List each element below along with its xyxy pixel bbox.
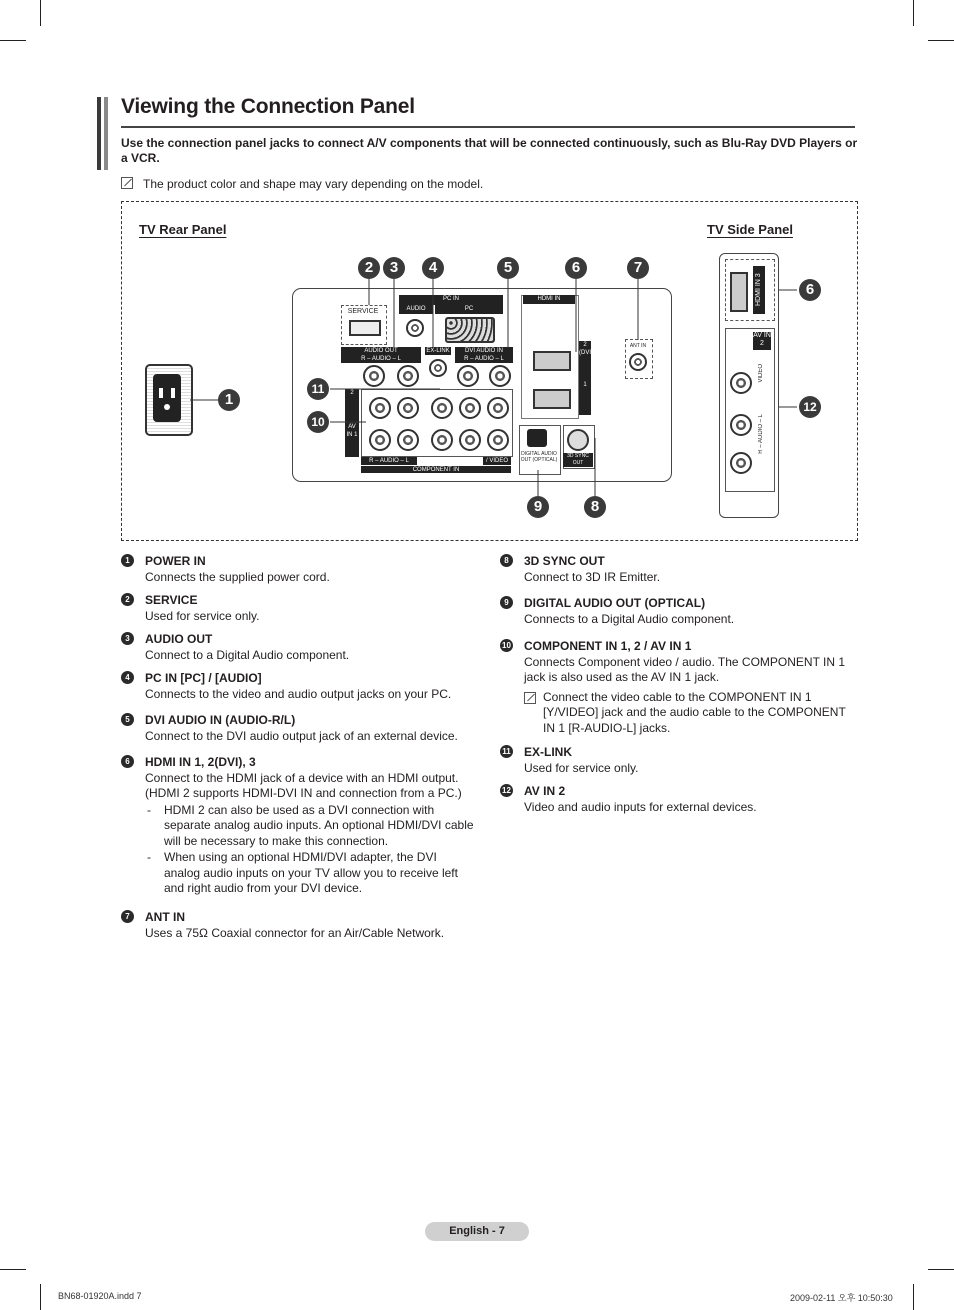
hdmi-2-label: 2 (DVI) bbox=[579, 341, 591, 381]
digital-audio-out-label: DIGITAL AUDIO OUT (OPTICAL) bbox=[520, 451, 558, 463]
item-text: Video and audio inputs for external devices. bbox=[524, 799, 757, 814]
list-item bbox=[125, 910, 485, 941]
callout-7: 7 bbox=[627, 257, 649, 279]
item-title: AV IN 2 bbox=[524, 784, 566, 798]
item-number: 2 bbox=[121, 593, 134, 606]
crop-mark bbox=[928, 1269, 954, 1270]
component-2-label: 2 bbox=[345, 389, 359, 423]
item-note bbox=[524, 690, 859, 737]
page-title: Viewing the Connection Panel bbox=[121, 95, 415, 118]
item-text: Connects to the video and audio output jacks on your PC. bbox=[145, 686, 452, 701]
audio-out-label: AUDIO OUT bbox=[341, 347, 421, 355]
list-item bbox=[125, 554, 485, 585]
hdmi-in-label: HDMI IN bbox=[523, 295, 575, 304]
callout-4: 4 bbox=[422, 257, 444, 279]
hdmi-1-label: 1 bbox=[579, 381, 591, 415]
hdmi-3-port bbox=[730, 272, 748, 312]
ant-in-label: ANT IN bbox=[629, 343, 647, 349]
item-number: 3 bbox=[121, 632, 134, 645]
list-item bbox=[125, 593, 485, 624]
item-title: POWER IN bbox=[145, 554, 206, 568]
item-number: 1 bbox=[121, 554, 134, 567]
item-number: 9 bbox=[500, 596, 513, 609]
list-item bbox=[502, 784, 864, 815]
side-panel-label: TV Side Panel bbox=[707, 222, 793, 237]
page-number: English - 7 bbox=[425, 1222, 529, 1241]
item-number: 8 bbox=[500, 554, 513, 567]
item-text: Used for service only. bbox=[145, 608, 260, 623]
callout-1: 1 bbox=[218, 389, 240, 411]
callout-12: 12 bbox=[799, 396, 821, 418]
rear-panel-label: TV Rear Panel bbox=[139, 222, 227, 237]
item-number: 12 bbox=[500, 784, 513, 797]
3d-sync-out-label: 3D SYNC OUT bbox=[563, 453, 593, 467]
dvi-audio-rl-label: R – AUDIO – L bbox=[455, 355, 513, 363]
item-text: Connect to the HDMI jack of a device with an HDMI output. (HDMI 2 supports HDMI-DVI IN and connection from a PC.) bbox=[145, 770, 462, 800]
audio-out-rl-label: R – AUDIO – L bbox=[341, 355, 421, 363]
note-icon bbox=[524, 692, 536, 704]
av-in-2-l-jack bbox=[730, 414, 752, 436]
date-slug: 2009-02-11 오후 10:50:30 bbox=[790, 1293, 893, 1303]
callout-3: 3 bbox=[383, 257, 405, 279]
crop-mark bbox=[40, 1284, 41, 1310]
tv-side-panel bbox=[719, 253, 779, 518]
list-item bbox=[125, 755, 475, 897]
callout-6-side: 6 bbox=[799, 279, 821, 301]
item-number: 10 bbox=[500, 639, 513, 652]
list-item bbox=[502, 745, 864, 776]
component-in-label: COMPONENT IN bbox=[361, 466, 511, 473]
item-number: 11 bbox=[500, 745, 513, 758]
callout-6: 6 bbox=[565, 257, 587, 279]
sub-item: - HDMI 2 can also be used as a DVI connection with separate analog audio inputs. An optional HDMI/DVI cable will be necessary to make this connection. bbox=[145, 803, 475, 850]
av-in-1-label: AV IN 1 bbox=[345, 423, 359, 457]
item-text: Connects the supplied power cord. bbox=[145, 569, 330, 584]
list-item bbox=[125, 713, 485, 744]
item-text: Used for service only. bbox=[524, 760, 639, 775]
av-in-2-video-jack bbox=[730, 372, 752, 394]
callout-9: 9 bbox=[527, 496, 549, 518]
list-item bbox=[125, 671, 485, 702]
av-in-2-label: AV IN 2 bbox=[753, 332, 771, 350]
item-title: ANT IN bbox=[145, 910, 185, 924]
crop-mark bbox=[913, 1284, 914, 1310]
item-title: COMPONENT IN 1, 2 / AV IN 1 bbox=[524, 639, 692, 653]
note-text: The product color and shape may vary depending on the model. bbox=[143, 177, 484, 191]
pc-audio-label: AUDIO bbox=[399, 305, 433, 314]
item-title: 3D SYNC OUT bbox=[524, 554, 605, 568]
ex-link-label: EX-LINK bbox=[426, 348, 450, 354]
item-text: Uses a 75Ω Coaxial connector for an Air/Cable Network. bbox=[145, 925, 445, 940]
item-title: AUDIO OUT bbox=[145, 632, 213, 646]
av-in-2-r-jack bbox=[730, 452, 752, 474]
callout-10: 10 bbox=[307, 411, 329, 433]
item-number: 7 bbox=[121, 910, 134, 923]
item-text: Connects Component video / audio. The COMPONENT IN 1 jack is also used as the AV IN 1 jack. bbox=[524, 654, 846, 684]
item-text: Connect to a Digital Audio component. bbox=[145, 647, 350, 662]
callout-5: 5 bbox=[497, 257, 519, 279]
hdmi-in-3-label: HDMI IN 3 bbox=[753, 266, 765, 314]
item-title: DIGITAL AUDIO OUT (OPTICAL) bbox=[524, 596, 706, 610]
side-video-label: VIDEO bbox=[758, 364, 764, 383]
intro-text: Use the connection panel jacks to connect A/V components that will be connected continuously, such as Blu-Ray DVD Players or a VCR. bbox=[121, 136, 858, 165]
item-title: SERVICE bbox=[145, 593, 198, 607]
list-item bbox=[125, 632, 485, 663]
crop-mark bbox=[0, 1269, 26, 1270]
list-item bbox=[504, 554, 864, 585]
component-video-label: / VIDEO bbox=[483, 457, 511, 465]
item-text: Connects to a Digital Audio component. bbox=[524, 611, 735, 626]
pc-in-label: PC IN bbox=[399, 295, 503, 305]
item-text: Connect to 3D IR Emitter. bbox=[524, 569, 661, 584]
item-title: EX-LINK bbox=[524, 745, 572, 759]
component-audio-label: R – AUDIO – L bbox=[361, 457, 417, 465]
list-item bbox=[502, 639, 859, 736]
item-note-text: Connect the video cable to the COMPONENT IN 1 [Y/VIDEO] jack and the audio cable to the COMPONENT IN 1 [R-AUDIO-L] jacks. bbox=[543, 689, 846, 735]
item-number: 6 bbox=[121, 755, 134, 768]
callout-2: 2 bbox=[358, 257, 380, 279]
item-title: PC IN [PC] / [AUDIO] bbox=[145, 671, 262, 685]
callout-8: 8 bbox=[584, 496, 606, 518]
pc-label: PC bbox=[435, 305, 503, 314]
item-title: HDMI IN 1, 2(DVI), 3 bbox=[145, 755, 256, 769]
service-label: SERVICE bbox=[347, 308, 379, 315]
dvi-audio-in-label: DVI AUDIO IN bbox=[455, 347, 513, 355]
callout-11: 11 bbox=[307, 378, 329, 400]
side-audio-label: R – AUDIO – L bbox=[758, 414, 764, 454]
file-slug: BN68-01920A.indd 7 bbox=[58, 1291, 142, 1301]
sub-item: - When using an optional HDMI/DVI adapter, the DVI analog audio inputs on your TV allow you to receive left and right audio from your DVI device. bbox=[145, 850, 475, 897]
item-text: Connect to the DVI audio output jack of an external device. bbox=[145, 728, 458, 743]
item-number: 5 bbox=[121, 713, 134, 726]
list-item bbox=[504, 596, 864, 627]
item-title: DVI AUDIO IN (AUDIO-R/L) bbox=[145, 713, 296, 727]
item-number: 4 bbox=[121, 671, 134, 684]
